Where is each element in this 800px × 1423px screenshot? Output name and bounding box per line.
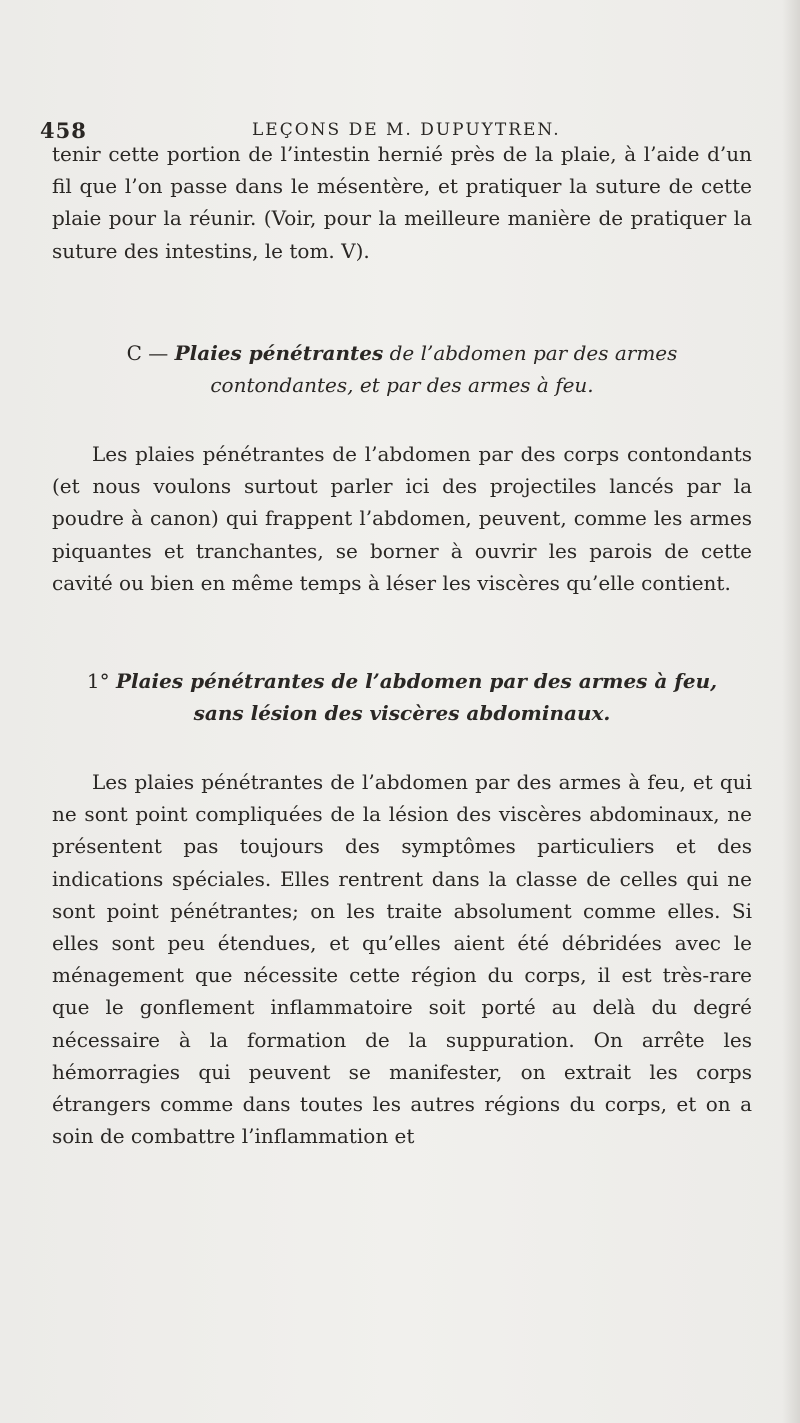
page-number: 458: [40, 118, 87, 143]
section-heading-c: [52, 337, 752, 401]
heading-1-title-line1: Plaies pénétrantes de l’abdomen par des armes à feu,: [115, 669, 718, 693]
paragraph-armes-a-feu: Les plaies pénétrantes de l’abdomen par des armes à feu, et qui ne sont point compliquées de la lésion des viscères abdominaux, ne présentent pas toujours des symptômes particuliers et des indications spéciales. Elles rentrent dans la classe de celles qui ne sont point pénétrantes; on les traite absolument comme elles. Si elles sont peu étendues, et qu’elles aient été débridées avec le ménagement que nécessite cette région du corps, il est très-rare que le gonflement inflammatoire soit porté au delà du degré nécessaire à la formation de la suppuration. On arrête les hémorragies qui peuvent se manifester, on extrait les corps étrangers comme dans toutes les autres régions du corps, et on a soin de combattre l’inflammation et: [52, 770, 752, 1149]
paragraph-contondants: Les plaies pénétrantes de l’abdomen par des corps contondants (et nous voulons surtout parler ici des projectiles lancés par la poudre à canon) qui frappent l’abdomen, peuvent, comme les armes piquantes et tranchantes, se borner à ouvrir les parois de cette cavité ou bien en même temps à léser les viscères qu’elle contient.: [52, 442, 752, 595]
heading-c-title-line2: contondantes, et par des armes à feu.: [210, 373, 594, 398]
heading-c-title-bold: Plaies pénétrantes: [174, 341, 384, 365]
heading-c-label: C —: [126, 341, 169, 365]
heading-c-title-rest: de l’abdomen par des armes: [389, 341, 678, 365]
heading-1-label: 1°: [86, 669, 110, 693]
running-title: LEÇONS DE M. DUPUYTREN.: [252, 120, 561, 140]
paragraph-suture: tenir cette portion de l’intestin hernié près de la plaie, à l’aide d’un fil que l’on passe dans le mésentère, et pratiquer la suture de cette plaie pour la réunir. (Voir, pour la meilleure manière de pratiquer la suture des intestins, le tom. V).: [52, 142, 752, 263]
section-heading-1: [52, 665, 752, 729]
heading-1-title-line2: sans lésion des viscères abdominaux.: [193, 701, 611, 726]
page-edge-shadow: [782, 0, 800, 1423]
